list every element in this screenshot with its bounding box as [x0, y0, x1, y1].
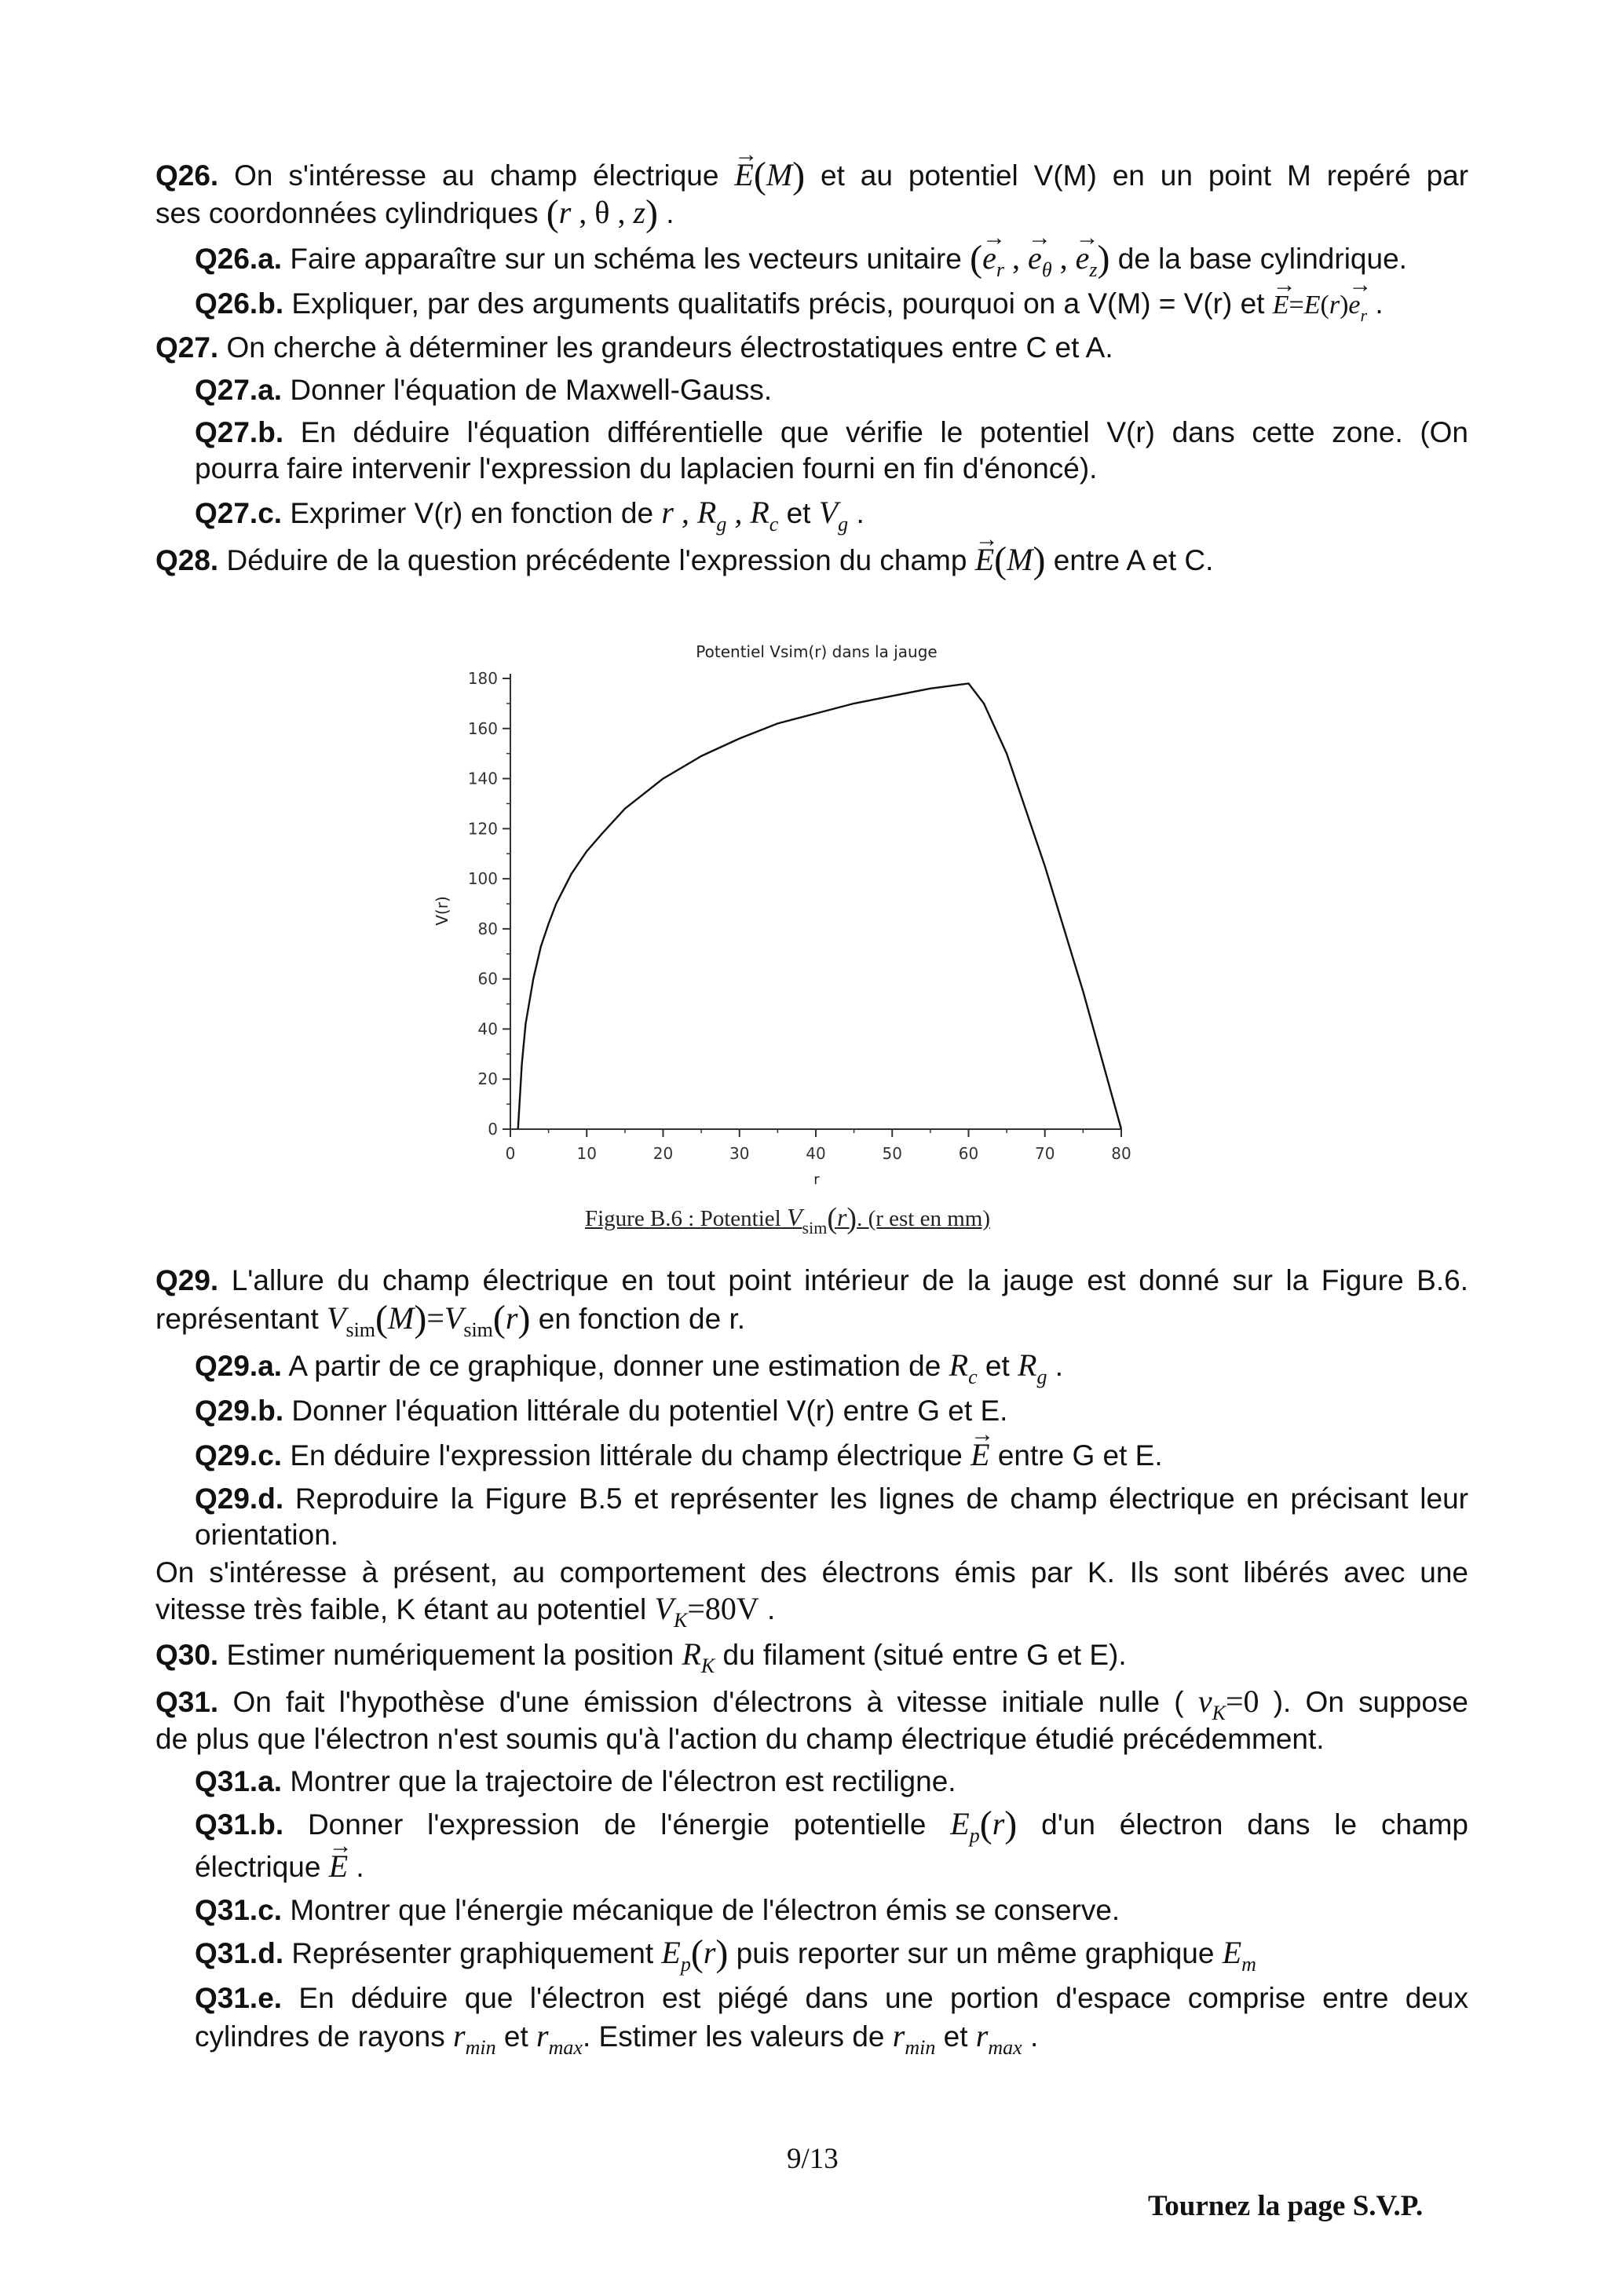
chart-x-axis-label: r: [813, 1172, 820, 1188]
q29-line-1: [155, 1263, 1468, 1299]
q29b-number: Q29.b.: [195, 1395, 284, 1427]
q26-line-2: ses coordonnées cylindriques (r , θ , z) .: [155, 192, 674, 234]
chart-title: Potentiel Vsim(r) dans la jauge: [696, 642, 938, 661]
formula-Rg: $R_g$: [1018, 1347, 1047, 1388]
formula-vK-0: $v_K=0$: [1197, 1684, 1259, 1724]
turn-page-note: Tournez la page S.V.P.: [1148, 2190, 1424, 2222]
x-tick-label: 30: [729, 1144, 750, 1163]
q31-text-1a: On fait l'hypothèse d'une émission d'électrons à vitesse initiale nulle (: [232, 1686, 1184, 1718]
q26-text-a: On s'intéresse au champ électrique: [234, 159, 719, 192]
q31-text-2: de plus que l'électron n'est soumis qu'à l'action du champ électrique étudié précédemment.: [155, 1723, 1325, 1755]
q29c-number: Q29.c.: [195, 1439, 283, 1472]
q31b-text-3: électrique: [195, 1851, 321, 1883]
y-tick-label: 80: [477, 919, 498, 938]
q31d-text-2: puis reporter sur un même graphique: [736, 1937, 1215, 1969]
q30-text-2: du filament (situé entre G et E).: [722, 1639, 1127, 1671]
q27c-and: et: [786, 497, 811, 529]
q31a-number: Q31.a.: [195, 1765, 283, 1797]
y-tick-label: 20: [477, 1069, 498, 1089]
intro-text-1: On s'intéresse à présent, au comportement des électrons émis par K. Ils sont libérés avec une: [155, 1556, 1468, 1589]
q30-text-1: Estimer numériquement la position: [226, 1639, 674, 1671]
y-tick-label: 120: [467, 819, 498, 839]
chart-y-axis-label: V(r): [433, 896, 451, 926]
q26b-number: Q26.b.: [195, 287, 284, 320]
q27b-text-1: En déduire l'équation différentielle que vérifie le potentiel V(r) dans cette zone. (On: [300, 416, 1468, 448]
chart-axes: [510, 674, 1121, 1129]
x-tick-label: 80: [1111, 1144, 1131, 1163]
formula-E-of-M: → E(M): [734, 159, 805, 192]
formula-E-vec: → E: [971, 1437, 989, 1473]
q31e-number: Q31.e.: [195, 1982, 283, 2014]
q31b-line-1: [195, 1806, 1468, 1854]
formula-Vsim-r: $V_{sim}(r)$: [786, 1202, 857, 1238]
q27-number: Q27.: [155, 331, 219, 364]
potential-chart: [408, 628, 1162, 1194]
formula-Ep-r: $E_p(r)$: [950, 1804, 1018, 1847]
q31b-number: Q31.b.: [195, 1808, 284, 1841]
q28-text-1: Déduire de la question précédente l'expression du champ: [226, 544, 967, 576]
q31b-line-2: électrique → E .: [195, 1848, 364, 1885]
q29d-text-1: Reproduire la Figure B.5 et représenter les lignes de champ électrique en précisant leur: [294, 1483, 1469, 1515]
q27a-text: Donner l'équation de Maxwell-Gauss.: [290, 374, 773, 406]
y-tick-label: 60: [477, 969, 498, 989]
formula-r-Rg-Rc: r , $R_g$ , $R_c$: [661, 495, 779, 536]
q30-number: Q30.: [155, 1639, 219, 1671]
q31c-number: Q31.c.: [195, 1894, 283, 1926]
q26-line-1: [155, 157, 1468, 194]
q31b-text-1: Donner l'expression de l'énergie potentielle: [307, 1808, 927, 1841]
x-tick-label: 50: [882, 1144, 902, 1163]
q27b-line-1: [195, 415, 1468, 451]
q29-text-1: L'allure du champ électrique en tout point intérieur de la jauge est donné sur la Figure B.6.: [231, 1264, 1468, 1296]
y-tick-label: 100: [467, 869, 498, 889]
q29d-line-2: [195, 1517, 338, 1553]
q29d-line-1: [195, 1481, 1468, 1517]
caption-text-1: Figure B.6 : Potentiel: [585, 1206, 781, 1231]
q29-text-2a: représentant: [155, 1303, 319, 1335]
formula-Vg: $V_g$: [818, 495, 849, 536]
q27b-text-2: pourra faire intervenir l'expression du laplacien fourni en fin d'énoncé).: [195, 452, 1098, 484]
chart-ticks: [468, 669, 1131, 1163]
q28-line: [155, 539, 1214, 581]
q31c-line: [195, 1892, 1120, 1929]
q27c-line: Q27.c. Exprimer V(r) en fonction de r , $R_g$ , $R_c$ et $V_g$ .: [195, 495, 865, 536]
q31d-text-1: Représenter graphiquement: [291, 1937, 654, 1969]
q27b-line-2: [195, 451, 1097, 487]
figure-caption: [585, 1201, 990, 1238]
formula-Em: $E_m$: [1222, 1935, 1256, 1976]
formula-rmax: $r_{max}$: [536, 2018, 583, 2059]
intro-text-2: vitesse très faible, K étant au potentiel: [155, 1593, 647, 1625]
q26-text-c: ses coordonnées cylindriques: [155, 197, 539, 229]
y-tick-label: 180: [467, 669, 498, 688]
q31d-line: [195, 1932, 1256, 1983]
q31c-text: Montrer que l'énergie mécanique de l'électron émis se conserve.: [290, 1894, 1120, 1926]
q26-text-b: et au potentiel V(M) en un point M repéré par: [821, 159, 1469, 192]
q29a-text: A partir de ce graphique, donner une estimation de: [288, 1350, 941, 1382]
x-tick-label: 0: [505, 1144, 516, 1163]
q29a-number: Q29.a.: [195, 1350, 283, 1382]
q26-number: Q26.: [155, 159, 219, 192]
q26b-text: Expliquer, par des arguments qualitatifs précis, pourquoi on a V(M) = V(r) et: [291, 287, 1265, 320]
q29c-text-2: entre G et E.: [997, 1439, 1163, 1472]
q27b-number: Q27.b.: [195, 416, 284, 448]
q28-number: Q28.: [155, 544, 219, 576]
q31e-line-2: cylindres de rayons $r_{min}$ et $r_{max}$. Estimer les valeurs de $r_{min}$ et $r_{max}$ .: [195, 2018, 1039, 2059]
q29d-number: Q29.d.: [195, 1483, 284, 1515]
intro-line-1: [155, 1555, 1468, 1591]
x-tick-label: 40: [806, 1144, 826, 1163]
q29d-text-2: orientation.: [195, 1519, 339, 1551]
formula-cyl-coords: (r , θ , z): [546, 192, 659, 234]
q28-text-2: entre A et C.: [1053, 544, 1214, 576]
formula-Vsim-M: $V_{sim}(M)=V_{sim}(r)$: [327, 1298, 531, 1341]
q29-line-2: [155, 1300, 745, 1348]
q31e-text-2a: cylindres de rayons: [195, 2020, 445, 2053]
q26a-line: [195, 240, 1407, 288]
x-tick-label: 60: [958, 1144, 979, 1163]
page-number: 9/13: [787, 2143, 839, 2175]
y-tick-label: 40: [477, 1019, 498, 1039]
q26a-number: Q26.a.: [195, 243, 283, 275]
caption-text-2: . (r est en mm): [857, 1206, 990, 1231]
q27-line: [155, 330, 1113, 366]
q31e-text-2b: . Estimer les valeurs de: [582, 2020, 885, 2053]
formula-E-vec-2: → E: [329, 1848, 348, 1885]
q29b-text: Donner l'équation littérale du potentiel V(r) entre G et E.: [291, 1395, 1008, 1427]
formula-RK: $R_K$: [682, 1636, 715, 1677]
formula-rmin: $r_{min}$: [453, 2018, 496, 2059]
formula-VK-80V: $V_K=80V$: [654, 1591, 759, 1632]
q26a-text-1: Faire apparaître sur un schéma les vecteurs unitaire: [290, 243, 962, 275]
q31a-text: Montrer que la trajectoire de l'électron est rectiligne.: [290, 1765, 956, 1797]
chart-series: [518, 683, 1121, 1129]
formula-Rc: $R_c$: [949, 1347, 978, 1388]
q29-text-2b: en fonction de r.: [538, 1303, 746, 1335]
q26b-line: Q26.b. Expliquer, par des arguments qualitatifs précis, pourquoi on a V(M) = V(r) et → $E=E(r)\to e_r$ .: [195, 286, 1384, 334]
q29c-line: [195, 1437, 1163, 1474]
q29b-line: [195, 1393, 1007, 1429]
q31e-text-1: En déduire que l'électron est piégé dans une portion d'espace comprise entre deux: [298, 1982, 1469, 2014]
q26a-text-2: de la base cylindrique.: [1117, 243, 1407, 275]
q31d-number: Q31.d.: [195, 1937, 284, 1969]
q30-line: [155, 1636, 1127, 1684]
q29c-text-1: En déduire l'expression littérale du champ électrique: [290, 1439, 963, 1472]
q31e-and: et: [503, 2020, 528, 2053]
formula-Ep-r-2: $E_p(r)$: [661, 1932, 729, 1976]
q31a-line: [195, 1764, 956, 1800]
q27a-number: Q27.a.: [195, 374, 283, 406]
series-line-vsim: [518, 683, 1121, 1129]
q31-number: Q31.: [155, 1686, 219, 1718]
q27-text: On cherche à déterminer les grandeurs électrostatiques entre C et A.: [226, 331, 1113, 364]
formula-unit-vectors: (→ $e_r$ , → $e_\theta$ , → $e_z$): [970, 243, 1109, 275]
x-tick-label: 20: [652, 1144, 674, 1163]
intro-line-2: vitesse très faible, K étant au potentiel $V_K=80V$ .: [155, 1591, 776, 1632]
formula-rmin-2: $r_{min}$: [892, 2018, 936, 2059]
q29-number: Q29.: [155, 1264, 219, 1296]
formula-E-of-M-2: → E(M): [975, 544, 1046, 576]
q29a-line: Q29.a. A partir de ce graphique, donner une estimation de $R_c$ et $R_g$ .: [195, 1347, 1064, 1388]
y-tick-label: 0: [488, 1120, 498, 1139]
q27c-number: Q27.c.: [195, 497, 283, 529]
y-tick-label: 160: [467, 718, 498, 738]
q31b-text-2: d'un électron dans le champ: [1041, 1808, 1469, 1841]
x-tick-label: 10: [576, 1144, 597, 1163]
q31-text-1b: ). On suppose: [1273, 1686, 1468, 1718]
q31-line-2: [155, 1721, 1325, 1757]
q29a-and: et: [985, 1350, 1010, 1382]
x-tick-label: 70: [1035, 1144, 1055, 1163]
formula-rmax-2: $r_{max}$: [975, 2018, 1022, 2059]
y-tick-label: 140: [467, 769, 498, 788]
q27a-line: [195, 372, 772, 408]
q31e-and-2: et: [943, 2020, 968, 2053]
q31e-line-1: [195, 1980, 1468, 2016]
q27c-text: Exprimer V(r) en fonction de: [290, 497, 654, 529]
formula-E-radial: → $E=E(r)\to e_r$: [1273, 290, 1367, 320]
